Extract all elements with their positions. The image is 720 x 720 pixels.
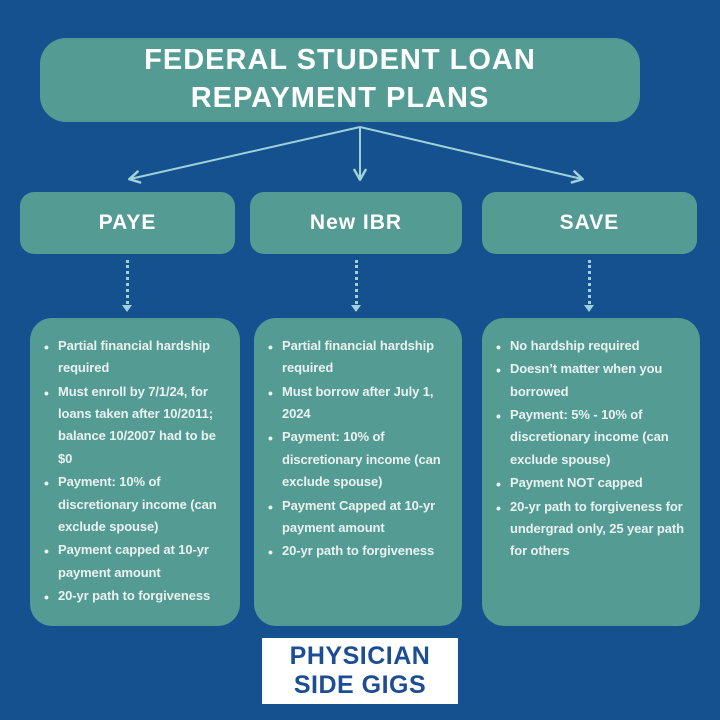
bullet-item: • Must enroll by 7/1/24, for loans taken after 10/2011; balance 10/2007 had to be $0 bbox=[43, 381, 230, 470]
plan-header-paye bbox=[20, 192, 235, 254]
plan-card-save bbox=[482, 318, 700, 626]
bullet-item: • No hardship required bbox=[495, 335, 690, 357]
bullet-item: • 20-yr path to forgiveness bbox=[267, 540, 452, 562]
connector-arrow-save bbox=[583, 260, 595, 316]
dotted-line bbox=[588, 260, 591, 304]
down-arrowhead-icon bbox=[122, 305, 132, 312]
bullet-list-new-ibr bbox=[267, 335, 452, 563]
dotted-line bbox=[355, 260, 358, 304]
bullet-item: • Doesn’t matter when you borrowed bbox=[495, 358, 690, 403]
branch-arrow-right bbox=[360, 127, 582, 179]
dotted-line bbox=[126, 260, 129, 304]
bullet-item: • Partial financial hardship required bbox=[267, 335, 452, 380]
bullet-item: • Must borrow after July 1, 2024 bbox=[267, 381, 452, 426]
bullet-item: • Payment NOT capped bbox=[495, 472, 690, 494]
plan-card-paye bbox=[30, 318, 240, 626]
plan-header-save bbox=[482, 192, 697, 254]
bullet-item: • Payment: 10% of discretionary income (can exclude spouse) bbox=[267, 426, 452, 493]
branch-arrow-left bbox=[130, 127, 360, 179]
down-arrowhead-icon bbox=[584, 305, 594, 312]
plan-header-new-ibr bbox=[250, 192, 462, 254]
logo-line2: SIDE GIGS bbox=[293, 671, 427, 699]
bullet-item: • Payment: 10% of discretionary income (can exclude spouse) bbox=[43, 471, 230, 538]
bullet-item: • Payment: 5% - 10% of discretionary income (can exclude spouse) bbox=[495, 404, 690, 471]
bullet-item: • Payment Capped at 10-yr payment amount bbox=[267, 495, 452, 540]
logo-line1: PHYSICIAN bbox=[289, 642, 431, 671]
plan-name-save: SAVE bbox=[559, 211, 620, 234]
footer-logo bbox=[262, 638, 458, 704]
plan-name-paye: PAYE bbox=[98, 211, 157, 234]
bullet-list-paye bbox=[43, 335, 230, 607]
bullet-item: • Partial financial hardship required bbox=[43, 335, 230, 380]
bullet-list-save bbox=[495, 335, 690, 563]
bullet-item: • 20-yr path to forgiveness bbox=[43, 585, 230, 607]
title-box bbox=[40, 38, 640, 122]
bullet-item: • Payment capped at 10-yr payment amount bbox=[43, 539, 230, 584]
bullet-item: • 20-yr path to forgiveness for undergrad only, 25 year path for others bbox=[495, 496, 690, 563]
branch-arrows bbox=[100, 124, 620, 186]
page-title: FEDERAL STUDENT LOAN REPAYMENT PLANS bbox=[144, 44, 536, 114]
down-arrowhead-icon bbox=[351, 305, 361, 312]
connector-arrow-paye bbox=[121, 260, 133, 316]
plan-card-new-ibr bbox=[254, 318, 462, 626]
connector-arrow-new-ibr bbox=[350, 260, 362, 316]
plan-name-new-ibr: New IBR bbox=[309, 211, 403, 234]
